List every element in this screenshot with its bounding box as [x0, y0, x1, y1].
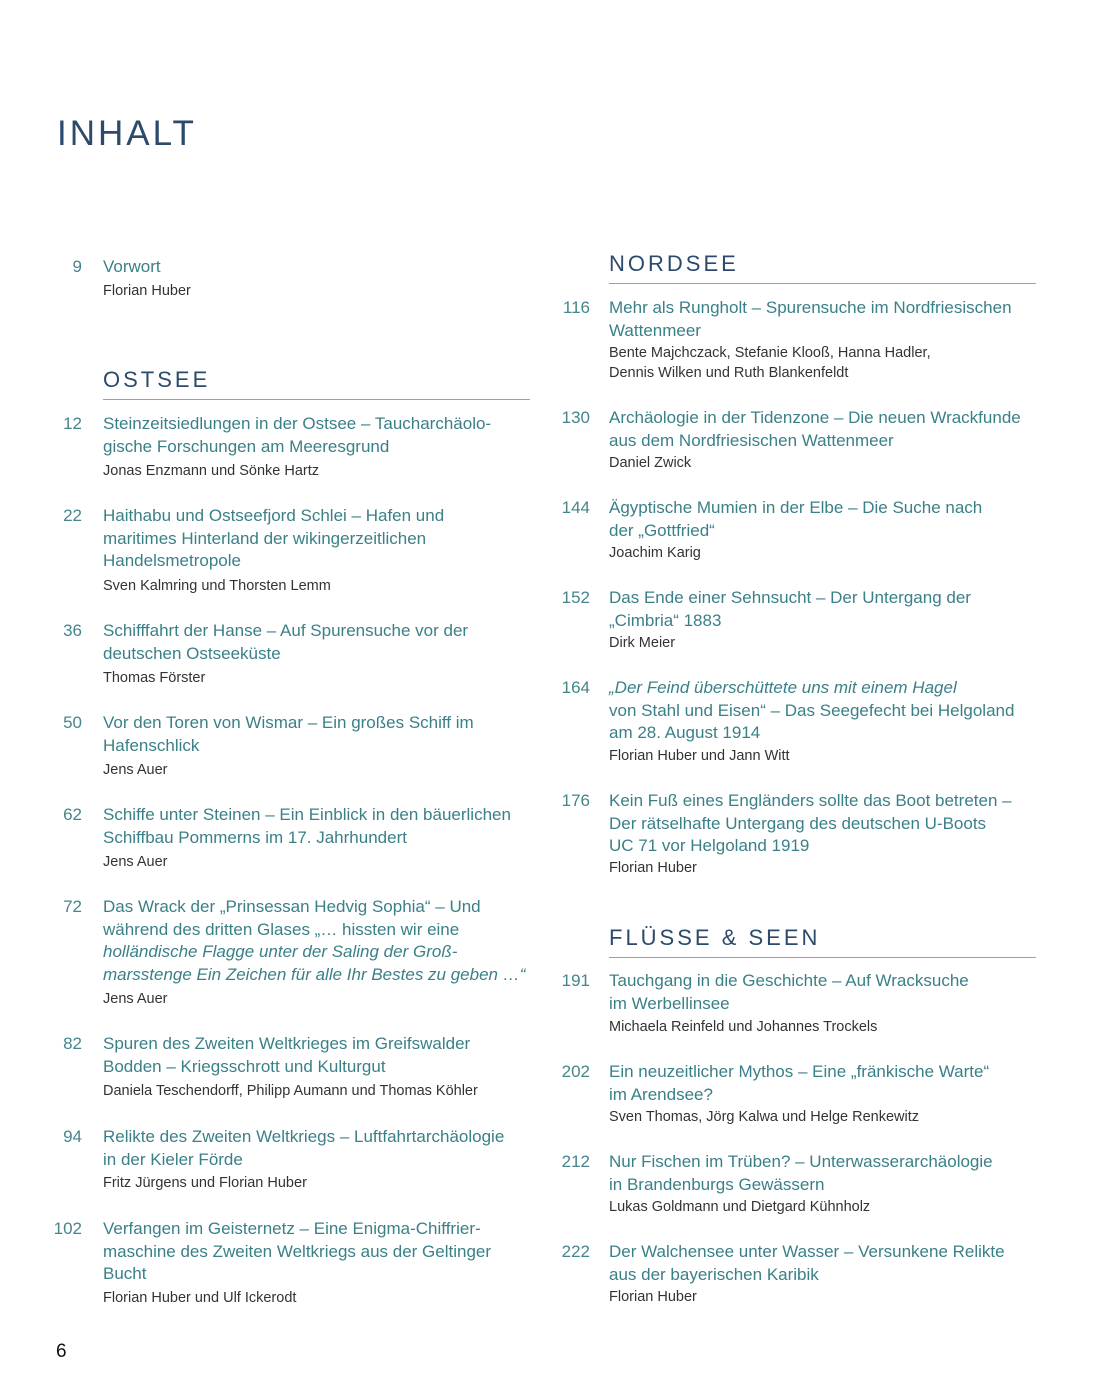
toc-entry-authors: Lukas Goldmann und Dietgard Kühnholz: [609, 1199, 871, 1215]
toc-page-number: 9: [72, 257, 82, 276]
toc-entry-authors: Dirk Meier: [609, 635, 676, 651]
toc-page-number: 94: [63, 1127, 82, 1146]
toc-entry-title[interactable]: Schifffahrt der Hanse – Auf Spurensuche vor der deutschen Ostseeküste: [103, 621, 469, 663]
toc-entry-authors: Sven Kalmring und Thorsten Lemm: [103, 578, 331, 594]
toc-entry-title[interactable]: Archäologie in der Tidenzone – Die neuen Wrackfunde aus dem Nordfriesischen Wattenmeer: [609, 408, 1021, 450]
toc-entry-title[interactable]: Das Wrack der „Prinsessan Hedvig Sophia“ – Und während des dritten Glases „… hissten wir eine holländische Flagge unter der Saling der Groß- marsstenge Ein Zeichen für alle Ihr Bestes zu geben …“: [103, 897, 526, 984]
toc-entry-title[interactable]: Das Ende einer Sehnsucht – Der Untergang der „Cimbria“ 1883: [609, 588, 971, 630]
toc-entry-title[interactable]: Mehr als Rungholt – Spurensuche im Nordfriesischen Wattenmeer: [609, 298, 1012, 340]
toc-page-number: 102: [53, 1219, 82, 1238]
page-title: INHALT: [57, 114, 197, 153]
toc-page-number: 72: [63, 897, 82, 916]
toc-page-number: 191: [561, 971, 590, 990]
toc-entry-authors: Bente Majchczack, Stefanie Klooß, Hanna Hadler, Dennis Wilken und Ruth Blankenfeldt: [609, 345, 931, 381]
toc-page-number: 62: [63, 805, 82, 824]
toc-page-number: 176: [561, 791, 590, 810]
toc-entry-title[interactable]: Haithabu und Ostseefjord Schlei – Hafen und maritimes Hinterland der wikingerzeitlichen Handelsmetropole: [103, 506, 445, 570]
toc-page-number: 50: [63, 713, 82, 732]
toc-entry-authors: Sven Thomas, Jörg Kalwa und Helge Renkewitz: [609, 1109, 920, 1125]
toc-entry-authors: Thomas Förster: [103, 670, 206, 686]
toc-entry-title[interactable]: Schiffe unter Steinen – Ein Einblick in den bäuerlichen Schiffbau Pommerns im 17. Jahrhundert: [103, 805, 511, 847]
toc-entry-authors: Joachim Karig: [609, 545, 701, 561]
section-heading-nordsee: NORDSEE: [609, 251, 1036, 284]
toc-entry-authors: Florian Huber: [103, 283, 191, 299]
toc-entry-authors: Daniela Teschendorff, Philipp Aumann und Thomas Köhler: [103, 1083, 478, 1099]
toc-entry-authors: Jens Auer: [103, 991, 168, 1007]
toc-page-number: 202: [561, 1062, 590, 1081]
toc-page-number: 130: [561, 408, 590, 427]
toc-page-number: 144: [561, 498, 590, 517]
toc-page-number: 116: [562, 298, 590, 317]
toc-entry-authors: Florian Huber: [609, 1289, 697, 1305]
toc-entry-authors: Florian Huber und Ulf Ickerodt: [103, 1290, 297, 1306]
toc-entry-authors: Daniel Zwick: [609, 455, 692, 471]
toc-page-number: 164: [561, 678, 590, 697]
toc-entry-authors: Michaela Reinfeld und Johannes Trockels: [609, 1019, 878, 1035]
toc-page-number: 36: [63, 621, 82, 640]
toc-entry-title[interactable]: Ägyptische Mumien in der Elbe – Die Suche nach der „Gottfried“: [609, 498, 983, 540]
toc-entry-authors: Florian Huber: [609, 860, 697, 876]
toc-page-number: 82: [63, 1034, 82, 1053]
toc-page-number: 222: [561, 1242, 590, 1261]
toc-page-number: 12: [63, 414, 82, 433]
toc-entry-title[interactable]: Tauchgang in die Geschichte – Auf Wracksuche im Werbellinsee: [609, 971, 969, 1013]
toc-entry-title[interactable]: Ein neuzeitlicher Mythos – Eine „fränkische Warte“ im Arendsee?: [609, 1062, 990, 1104]
toc-entry-title[interactable]: Vor den Toren von Wismar – Ein großes Schiff im Hafenschlick: [103, 713, 474, 755]
toc-entry-authors: Jonas Enzmann und Sönke Hartz: [103, 463, 320, 479]
page-number: 6: [56, 1341, 67, 1362]
section-heading-ostsee: OSTSEE: [103, 367, 530, 400]
toc-entry-authors: Jens Auer: [103, 762, 168, 778]
toc-entry-title[interactable]: Der Walchensee unter Wasser – Versunkene Relikte aus der bayerischen Karibik: [609, 1242, 1005, 1284]
toc-entry-title[interactable]: Vorwort: [103, 257, 161, 276]
toc-entry-title[interactable]: Nur Fischen im Trüben? – Unterwasserarchäologie in Brandenburgs Gewässern: [609, 1152, 993, 1194]
toc-entry-title[interactable]: Verfangen im Geisternetz – Eine Enigma-Chiffrier- maschine des Zweiten Weltkriegs aus der Geltinger Bucht: [103, 1219, 492, 1283]
section-heading-fluesse-seen: FLÜSSE & SEEN: [609, 925, 1036, 958]
toc-entry-title[interactable]: „Der Feind überschüttete uns mit einem Hagel von Stahl und Eisen“ – Das Seegefecht bei Helgoland am 28. August 1914: [609, 678, 1015, 742]
toc-entry-authors: Florian Huber und Jann Witt: [609, 748, 790, 764]
toc-entry-authors: Fritz Jürgens und Florian Huber: [103, 1175, 307, 1191]
toc-entry-title[interactable]: Steinzeitsiedlungen in der Ostsee – Taucharchäolo- gische Forschungen am Meeresgrund: [103, 414, 492, 456]
toc-entry-authors: Jens Auer: [103, 854, 168, 870]
toc-page-number: 152: [561, 588, 590, 607]
toc-entry-title[interactable]: Relikte des Zweiten Weltkriegs – Luftfahrtarchäologie in der Kieler Förde: [103, 1127, 505, 1169]
toc-entry-title[interactable]: Spuren des Zweiten Weltkrieges im Greifswalder Bodden – Kriegsschrott und Kulturgut: [103, 1034, 471, 1076]
toc-page-number: 22: [63, 506, 82, 525]
toc-entry-title[interactable]: Kein Fuß eines Engländers sollte das Boot betreten – Der rätselhafte Untergang des deutschen U-Boots UC 71 vor Helgoland 1919: [609, 791, 1012, 855]
toc-page-number: 212: [561, 1152, 590, 1171]
